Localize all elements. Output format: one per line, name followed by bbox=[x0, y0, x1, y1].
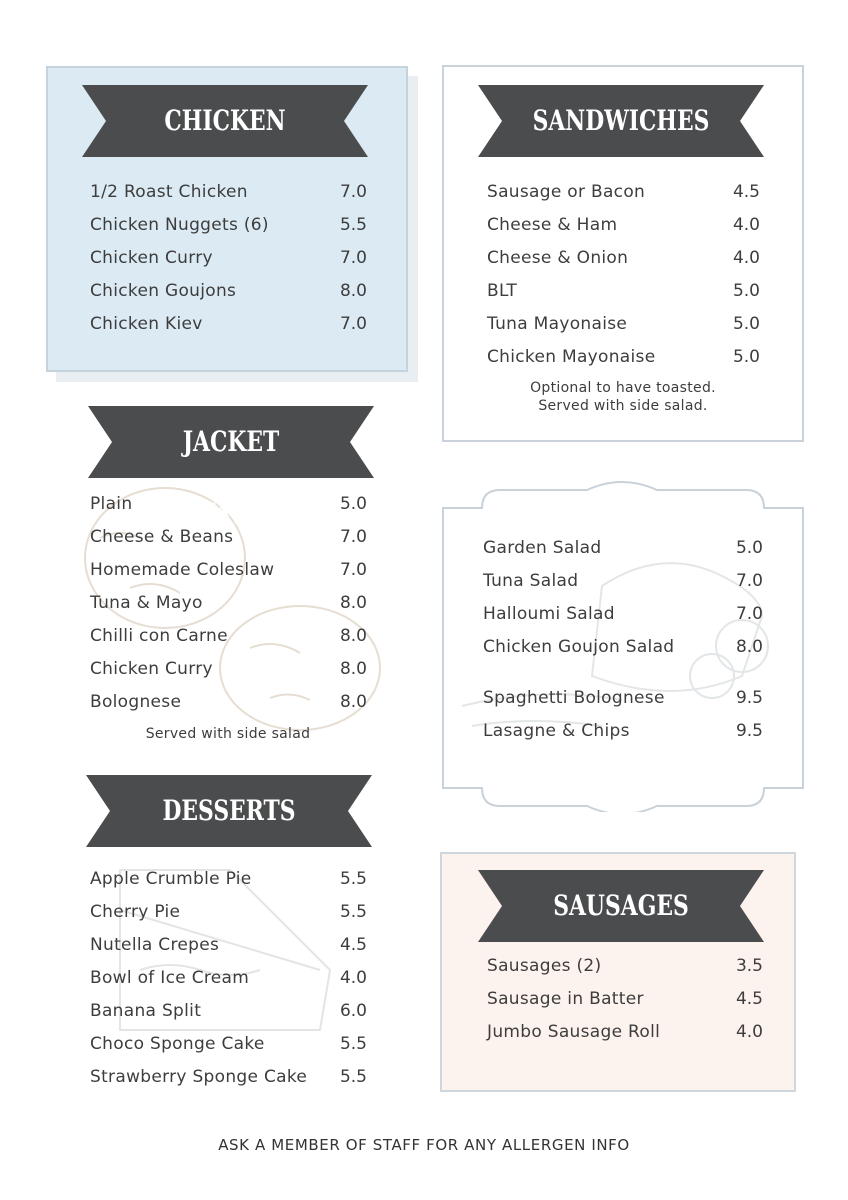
chicken-banner bbox=[82, 85, 368, 157]
menu-item-price: 4.0 bbox=[339, 968, 367, 988]
menu-item-name: Banana Split bbox=[90, 1001, 202, 1021]
menu-item-price: 7.0 bbox=[339, 182, 367, 202]
menu-item-price: 6.0 bbox=[339, 1001, 367, 1021]
menu-item-price: 9.5 bbox=[735, 721, 763, 741]
menu-item-price: 5.0 bbox=[732, 347, 760, 367]
menu-item-price: 8.0 bbox=[339, 692, 367, 712]
sandwiches-note-2: Served with side salad. bbox=[538, 398, 708, 414]
allergen-footer: ASK A MEMBER OF STAFF FOR ANY ALLERGEN INFO bbox=[218, 1136, 630, 1154]
menu-item-name: Chicken Kiev bbox=[90, 314, 203, 334]
menu-item-name: Cherry Pie bbox=[90, 902, 181, 922]
sandwiches-note-1: Optional to have toasted. bbox=[530, 380, 716, 396]
menu-item-price: 5.5 bbox=[339, 902, 367, 922]
menu-item-name: Sausages (2) bbox=[487, 956, 602, 976]
menu-item-price: 4.0 bbox=[735, 1022, 763, 1042]
menu-item-name: 1/2 Roast Chicken bbox=[90, 182, 248, 202]
menu-item-price: 8.0 bbox=[339, 281, 367, 301]
menu-item-price: 5.0 bbox=[732, 314, 760, 334]
menu-item-price: 4.5 bbox=[339, 935, 367, 955]
menu-item-name: Bolognese bbox=[90, 692, 182, 712]
menu-item-price: 7.0 bbox=[339, 527, 367, 547]
menu-item-name: Tuna & Mayo bbox=[90, 593, 203, 613]
menu-item-price: 5.0 bbox=[732, 281, 760, 301]
menu-item-price: 8.0 bbox=[339, 593, 367, 613]
menu-item-price: 9.5 bbox=[735, 688, 763, 708]
menu-item-name: Sausage in Batter bbox=[487, 989, 644, 1009]
menu-item-name: Chicken Curry bbox=[90, 248, 213, 268]
menu-item-name: Cheese & Onion bbox=[487, 248, 629, 268]
menu-item-price: 7.0 bbox=[735, 604, 763, 624]
menu-item-name: Spaghetti Bolognese bbox=[483, 688, 665, 708]
menu-item-name: Nutella Crepes bbox=[90, 935, 220, 955]
menu-item-name: Jumbo Sausage Roll bbox=[487, 1022, 661, 1042]
desserts-banner bbox=[86, 775, 372, 847]
menu-item-name: Bowl of Ice Cream bbox=[90, 968, 250, 988]
jacket-note: Served with side salad bbox=[145, 726, 311, 742]
menu-item-price: 7.0 bbox=[339, 560, 367, 580]
menu-item-name: Choco Sponge Cake bbox=[90, 1034, 265, 1054]
menu-item-name: Homemade Coleslaw bbox=[90, 560, 275, 580]
menu-item-name: BLT bbox=[487, 281, 518, 301]
jacket-title: JACKET POTATOES bbox=[164, 425, 298, 530]
menu-item-price: 7.0 bbox=[735, 571, 763, 591]
menu-item-name: Chicken Nuggets (6) bbox=[90, 215, 269, 235]
chicken-title: CHICKEN bbox=[164, 104, 286, 137]
menu-item-price: 8.0 bbox=[339, 659, 367, 679]
menu-item-price: 4.5 bbox=[735, 989, 763, 1009]
menu-item-name: Cheese & Beans bbox=[90, 527, 234, 547]
menu-item-price: 8.0 bbox=[735, 637, 763, 657]
menu-item-name: Garden Salad bbox=[483, 538, 602, 558]
menu-item-name: Chicken Goujons bbox=[90, 281, 237, 301]
desserts-title: DESSERTS bbox=[162, 794, 296, 827]
menu-item-name: Plain bbox=[90, 494, 133, 514]
menu-item-name: Chicken Goujon Salad bbox=[483, 637, 675, 657]
sandwiches-banner bbox=[478, 85, 764, 157]
menu-item-price: 4.0 bbox=[732, 248, 760, 268]
menu-item-price: 5.5 bbox=[339, 869, 367, 889]
menu-item-price: 5.5 bbox=[339, 1067, 367, 1087]
menu-item-price: 5.0 bbox=[735, 538, 763, 558]
sandwiches-title: SANDWICHES bbox=[532, 104, 710, 137]
menu-item-price: 5.5 bbox=[339, 215, 367, 235]
menu-item-name: Chicken Curry bbox=[90, 659, 213, 679]
menu-item-price: 3.5 bbox=[735, 956, 763, 976]
menu-item-price: 5.5 bbox=[339, 1034, 367, 1054]
menu-item-price: 4.5 bbox=[732, 182, 760, 202]
menu-item-name: Cheese & Ham bbox=[487, 215, 618, 235]
menu-item-name: Apple Crumble Pie bbox=[90, 869, 252, 889]
menu-item-price: 7.0 bbox=[339, 314, 367, 334]
menu-item-name: Tuna Mayonaise bbox=[487, 314, 628, 334]
menu-item-name: Strawberry Sponge Cake bbox=[90, 1067, 308, 1087]
menu-item-name: Chilli con Carne bbox=[90, 626, 228, 646]
menu-item-name: Sausage or Bacon bbox=[487, 182, 646, 202]
sausages-title: SAUSAGES bbox=[553, 889, 689, 922]
menu-item-price: 8.0 bbox=[339, 626, 367, 646]
menu-item-name: Halloumi Salad bbox=[483, 604, 615, 624]
menu-item-price: 4.0 bbox=[732, 215, 760, 235]
menu-item-price: 7.0 bbox=[339, 248, 367, 268]
menu-item-price: 5.0 bbox=[339, 494, 367, 514]
sausages-banner bbox=[478, 870, 764, 942]
menu-item-name: Tuna Salad bbox=[483, 571, 579, 591]
menu-item-name: Lasagne & Chips bbox=[483, 721, 630, 741]
menu-item-name: Chicken Mayonaise bbox=[487, 347, 656, 367]
